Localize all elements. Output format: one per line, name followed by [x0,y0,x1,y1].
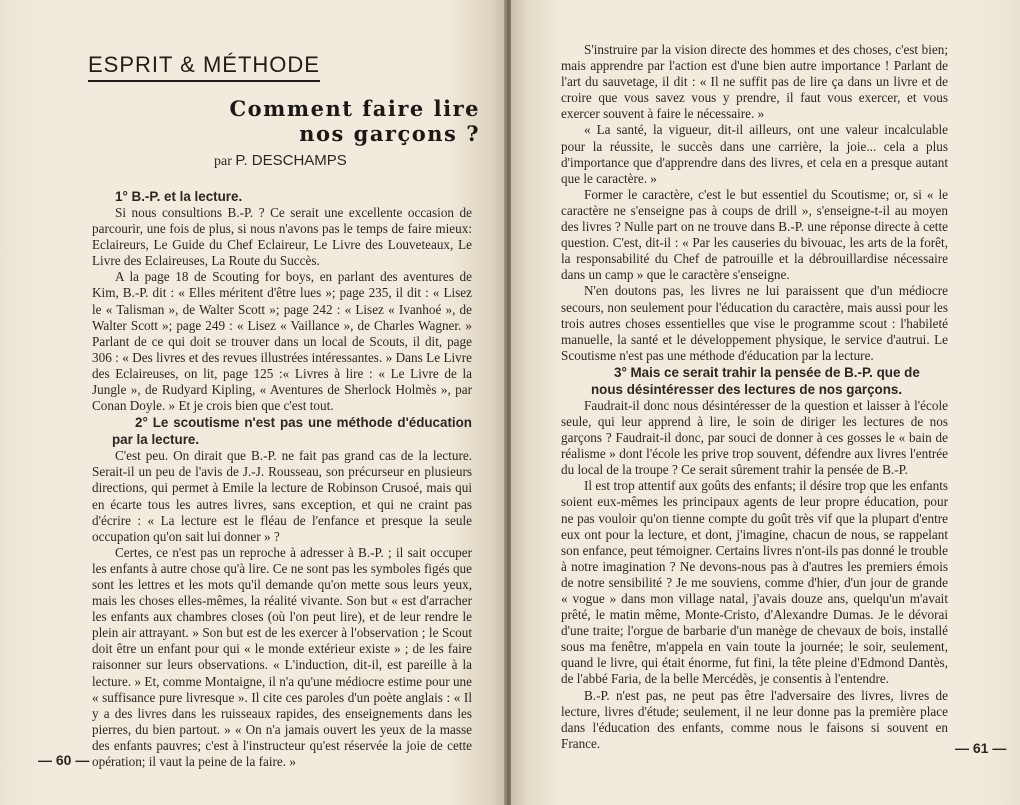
right-column [561,42,948,752]
section-heading-3: 3° Mais ce serait trahir la pensée de B.-P. que de nous désintéresser des lectures de nos garçons. [591,364,920,397]
byline [214,152,474,170]
page-number-right: — 61 — [955,740,1007,756]
paragraph: N'en doutons pas, les livres ne lui paraissent que d'un médiocre secours, non seulement pour l'éducation du caractère, mais aussi pour les trois autres choses essentielles que vise le programme scout : l'habileté manuelle, la santé et le développement physique, le service d'autrui. Le Scoutisme n'est pas une méthode d'éducation par la lecture. [561,283,948,363]
left-page [0,0,506,805]
article-title [200,96,480,146]
byline-prefix: par [214,154,232,169]
paragraph: B.-P. n'est pas, ne peut pas être l'adversaire des livres, livres de lecture, livres d'étude; seulement, il ne leur donne pas la première place dans l'éducation des enfants, comme nous le faisons si souvent en France. [561,687,948,751]
author-name: P. DESCHAMPS [235,152,347,169]
paragraph: Si nous consultions B.-P. ? Ce serait une excellente occasion de parcourir, une fois de plus, si nous n'avons pas le temps de faire mieux: Eclaireurs, Le Guide du Chef Eclaireur, Le Livre des Louveteaux, Le Livre des Eclaireuses, La Route du Succès. [92,205,472,269]
paragraph: S'instruire par la vision directe des hommes et des choses, c'est bien; mais apprendre par l'action est d'une bien autre importance ! Parlant de l'art du sauvetage, il dit : « Il ne suffit pas de lire ça dans un livre et de croire que vous savez vous y prendre, il faut vous exercer, et vous exercer souvent à faire le nécessaire. » [561,42,948,122]
paragraph: Certes, ce n'est pas un reproche à adresser à B.-P. ; il sait occuper les enfants à autre chose qu'à lire. Ce ne sont pas les symboles figés que sont les lettres et les mots qu'il demande qu'on mette sous leurs yeux, mais les choses elles-mêmes, la réalité vivante. Son but « est d'arracher les enfants aux chambres closes (où l'on peut lire), et de leur rendre le plein air attrayant. » Son but est de les exercer à l'observation ; le Scout doit être un enfant pour qui « le monde extérieur existe » ; de les faire raisonner sur leurs observations. « L'induction, dit-il, est pareille à la lecture. » Et, comme Montaigne, il n'a qu'une médiocre estime pour une « suffisance pure livresque ». Il cite ces paroles d'un poète anglais : « Il y a des livres dans les ruisseaux rapides, des enseignements dans les pierres, du bien partout. » « On n'a jamais ouvert les yeux de la masse des enfants pauvres; c'est à l'instructeur qu'est réservée la joie de cette opération; il vaut la peine de la faire. » [92,544,472,769]
paragraph: Former le caractère, c'est le but essentiel du Scoutisme; or, si « le caractère ne s'enseigne pas à coups de drill », s'enseigne-t-il au moyen des livres ? Nulle part on ne trouve dans B.-P. une réponse directe à cette question. C'est, dit-il : « Par les causeries du bivouac, les arts de la forêt, la responsabilité du Chef de patrouille et la débrouillardise nécessaire dans un camp » que le caractère s'enseigne. [561,186,948,283]
paragraph: Faudrait-il donc nous désintéresser de la question et laisser à l'école seule, qui leur apprend à lire, le soin de diriger les lectures de nos garçons ? Faudrait-il donc, par souci de donner à ces gosses le « bain de réalisme » dont l'école les prive trop souvent, défendre aux livres l'entrée du local de la troupe ? Ce serait sûrement trahir la pensée de B.-P. [561,397,948,478]
paragraph: Il est trop attentif aux goûts des enfants; il désire trop que les enfants soient eux-mêmes les principaux agents de leur propre éducation, pour ne pas vouloir qu'on tienne compte du goût très vif que la plupart d'entre eux ont pour la lecture, et dont, j'imagine, chacun de nous, se rappelant son enfance, peut témoigner. Certains livres n'ont-ils pas donné le trouble à notre imagination ? Ne devons-nous pas à d'autres les premiers émois de notre sensibilité ? Je me souviens, comme d'hier, d'un jour de grande « vogue » dans mon village natal, j'avais douze ans, quelqu'un m'avait prêté, le matin même, Monte-Cristo, d'Alexandre Dumas. Je le dévorai d'une traite; l'orgue de barbarie d'un manège de chevaux de bois, installé sous ma fenêtre, m'appela en vain toute la journée; le soir, seulement, quand le livre, qui était énorme, fut fini, la tête pleine d'Edmond Dantès, de l'abbé Faria, de la belle Mercédès, je consentis à l'entendre. [561,478,948,687]
section-heading-2: 2° Le scoutisme n'est pas une méthode d'éducation par la lecture. [112,415,472,448]
title-line-1: Comment faire lire [229,96,480,121]
left-column [92,188,472,770]
section-header: ESPRIT & MÉTHODE [88,52,320,82]
paragraph: « La santé, la vigueur, dit-il ailleurs, ont une valeur incalculable pour la réussite, le succès dans une carrière, la joie... cela a plus d'importance que d'apprendre dans des livres, et cela en a presque autant que le caractère. » [561,122,948,186]
paragraph: C'est peu. On dirait que B.-P. ne fait pas grand cas de la lecture. Serait-il un peu de l'avis de J.-J. Rousseau, son précurseur en plusieurs directions, qui permet à Emile la lecture de Robinson Crusoé, mais qui en écarte tous les autres livres, sans exception, et qui ne craint pas d'écrire : « La lecture est le fléau de l'enfance et presque la seule occupation qu'on sait lui donner » ? [92,448,472,544]
section-heading-1: 1° B.-P. et la lecture. [115,189,243,204]
title-line-2: nos garçons ? [299,121,480,146]
page-number-left: — 60 — [38,752,90,768]
paragraph: A la page 18 de Scouting for boys, en parlant des aventures de Kim, B.-P. dit : « Elles méritent d'être lues »; page 235, il dit : « Lisez le « Talisman », de Walter Scott »; page 242 : « Lisez « Ivanhoé », de Walter Scott »; page 249 : « Lisez « Vaillance », de Charles Wagner. » Parlant de ce qui doit se trouver dans un local de Scouts, il dit, page 306 : « Des livres et des revues illustrées intéressantes. » Dans Le Livre des Eclaireuses, on lit, page 125 :« Livres à lire : « Le Livre de la Jungle », de Rudyard Kipling, « Aventures de Sherlock Holmès », par Conan Doyle. » Et je crois bien que c'est tout. [92,269,472,414]
